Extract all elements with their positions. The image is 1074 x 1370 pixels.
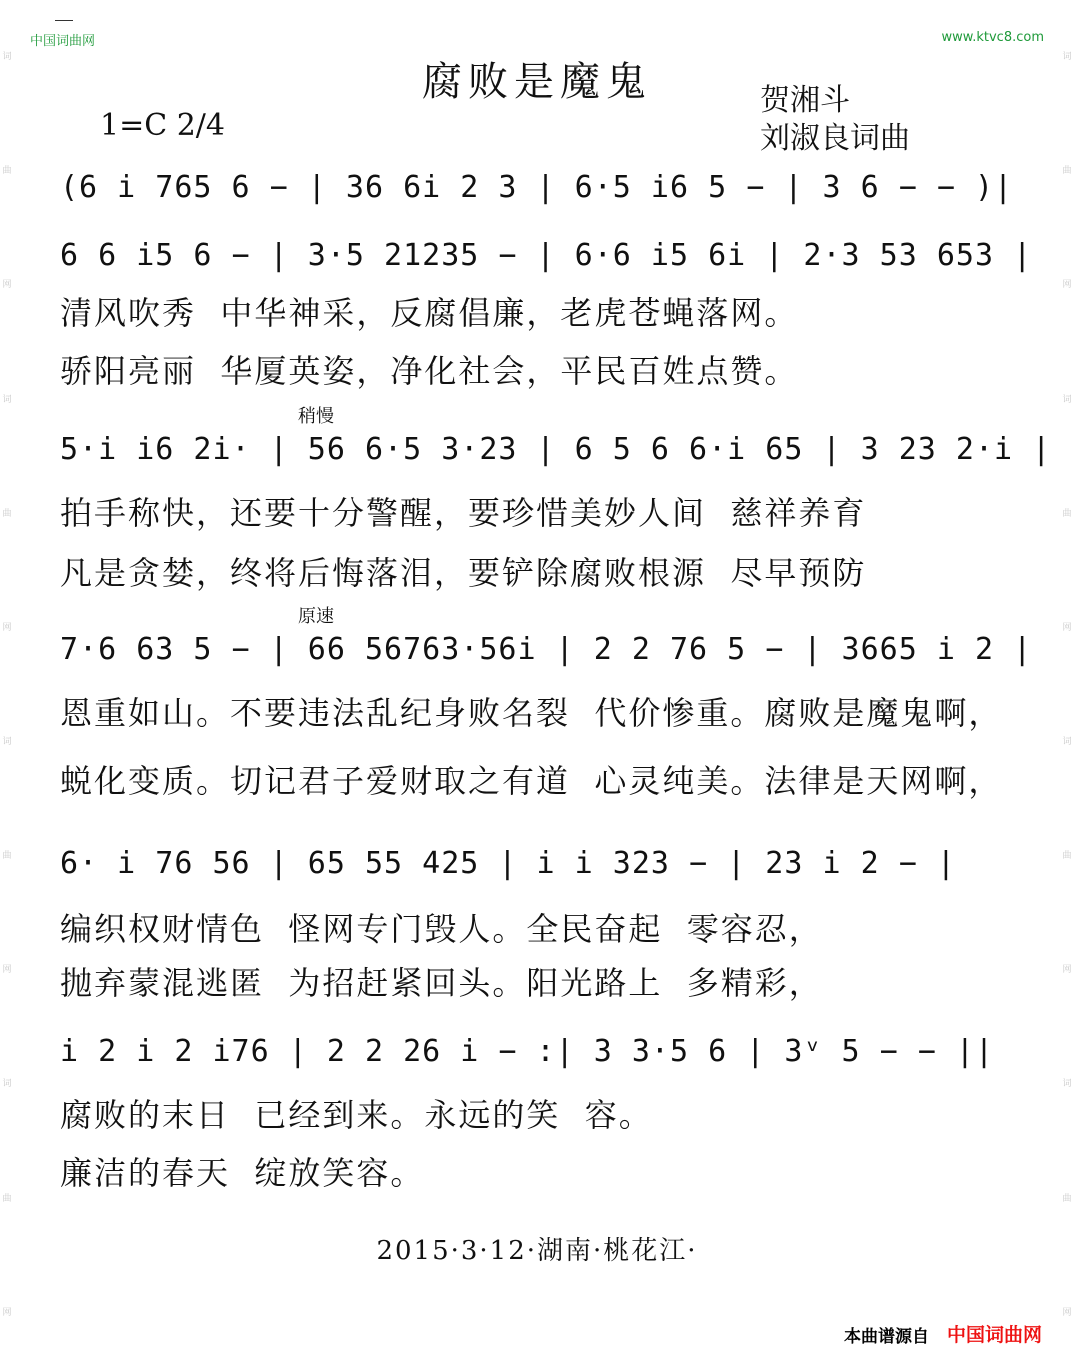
wm-char: 词 — [2, 394, 12, 405]
wm-char: 曲 — [1062, 166, 1072, 177]
top-dash — [55, 20, 73, 21]
wm-char: 曲 — [2, 508, 12, 519]
wm-char: 词 — [1062, 1079, 1072, 1090]
song-title: 腐败是魔鬼 — [422, 59, 652, 105]
lyric-line: 廉洁的春天 绽放笑容。 — [60, 1154, 425, 1192]
wm-char: 网 — [1062, 965, 1072, 976]
key-signature: 1=C 2/4 — [100, 108, 225, 143]
lyric-line: 清风吹秀 中华神采，反腐倡廉，老虎苍蝇落网。 — [60, 294, 799, 332]
wm-char: 词 — [1062, 52, 1072, 63]
notation-row: (6 i 765 6 − | 36 6i 2 3 | 6·5 i6 5 − | 3 6 − − )| — [60, 170, 1014, 205]
notation-row: 6· i 76 56 | 65 55 425 | i i 323 − | 23 i 2 − | — [60, 846, 956, 881]
tempo-mark: 稍慢 — [298, 406, 334, 427]
wm-char: 曲 — [2, 1193, 12, 1204]
notation-row: i 2 i 2 i76 | 2 2 26 i − :| 3 3·5 6 | 3ᵛ 5 − − || — [60, 1034, 995, 1069]
lyric-line: 抛弃蒙混逃匿 为招赶紧回头。阳光路上 多精彩， — [60, 964, 823, 1002]
wm-char: 曲 — [1062, 1193, 1072, 1204]
wm-char: 网 — [2, 1307, 12, 1318]
source-site-link[interactable]: 中国词曲网 — [946, 1324, 1042, 1346]
notation-row: 5·i i6 2i· | 56 6·5 3·23 | 6 5 6 6·i 65 | 3 23 2·i | — [60, 432, 1052, 467]
notation-row: 7·6 63 5 − | 66 56763·56i | 2 2 76 5 − | 3665 i 2 | — [60, 632, 1033, 667]
lyric-line: 恩重如山。不要违法乱纪身败名裂 代价惨重。腐败是魔鬼啊， — [60, 694, 1003, 732]
wm-char: 曲 — [1062, 851, 1072, 862]
wm-char: 词 — [2, 737, 12, 748]
wm-char: 网 — [1062, 622, 1072, 633]
watermark-right — [1060, 0, 1074, 1370]
lyric-line: 凡是贪婪，终将后悔落泪，要铲除腐败根源 尽早预防 — [60, 554, 867, 592]
wm-char: 曲 — [2, 851, 12, 862]
lyric-line: 腐败的末日 已经到来。永远的笑 容。 — [60, 1096, 653, 1134]
tempo-mark: 原速 — [298, 606, 334, 627]
notation-row: 6 6 i5 6 − | 3·5 21235 − | 6·6 i5 6i | 2·3 53 653 | — [60, 238, 1033, 273]
site-name-left[interactable]: 中国词曲网 — [30, 34, 96, 49]
site-url-right[interactable]: www.ktvc8.com — [941, 30, 1044, 45]
lyric-line: 蜕化变质。切记君子爱财取之有道 心灵纯美。法律是天网啊， — [60, 762, 1003, 800]
author-line: 刘淑良词曲 — [760, 121, 910, 156]
composition-date: 2015·3·12·湖南·桃花江· — [376, 1236, 698, 1266]
wm-char: 曲 — [1062, 508, 1072, 519]
wm-char: 网 — [2, 965, 12, 976]
wm-char: 词 — [1062, 737, 1072, 748]
wm-char: 词 — [1062, 394, 1072, 405]
wm-char: 词 — [2, 52, 12, 63]
source-label: 本曲谱源自 — [844, 1327, 929, 1347]
wm-char: 网 — [2, 280, 12, 291]
author-line: 贺湘斗 — [760, 83, 850, 118]
wm-char: 网 — [1062, 1307, 1072, 1318]
lyric-line: 编织权财情色 怪网专门毁人。全民奋起 零容忍， — [60, 910, 823, 948]
wm-char: 网 — [1062, 280, 1072, 291]
wm-char: 曲 — [2, 166, 12, 177]
lyric-line: 拍手称快，还要十分警醒，要珍惜美妙人间 慈祥养育 — [60, 494, 867, 532]
lyric-line: 骄阳亮丽 华厦英姿，净化社会，平民百姓点赞。 — [60, 352, 799, 390]
wm-char: 网 — [2, 622, 12, 633]
wm-char: 词 — [2, 1079, 12, 1090]
watermark-left — [0, 0, 14, 1370]
authors — [760, 82, 910, 158]
